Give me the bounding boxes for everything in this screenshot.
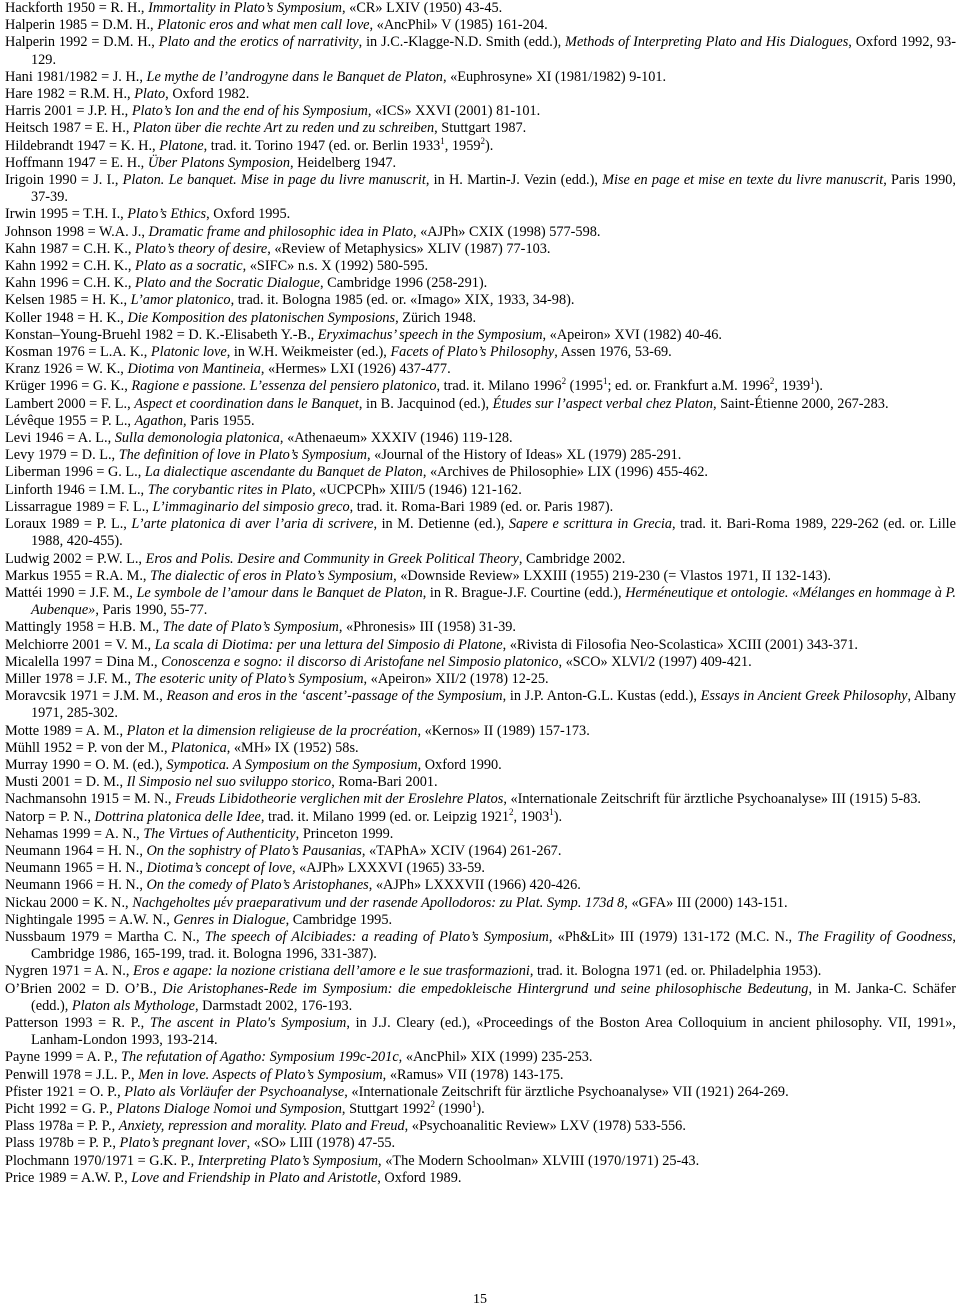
bibliography-entry xyxy=(5,413,956,430)
entry-text: Plass 1978a = P. P., xyxy=(5,1118,119,1135)
entry-title: L’arte platonica di aver l’aria di scrivere xyxy=(131,516,374,533)
entry-text: Halperin 1992 = D.M. H., xyxy=(5,34,159,51)
superscript: 2 xyxy=(509,806,514,817)
entry-text: ). xyxy=(553,808,563,825)
bibliography-entry xyxy=(5,344,956,361)
entry-text: , «Apeiron» XVI (1982) 40-46. xyxy=(542,326,723,343)
entry-text: , in R. Brague-J.F. Courtine (edd.), xyxy=(422,584,626,601)
entry-text: Hackforth 1950 = R. H., xyxy=(5,0,149,16)
entry-text: , «SCO» XLVI/2 (1997) 409-421. xyxy=(558,653,752,670)
entry-text: Nickau 2000 = K. N., xyxy=(5,894,133,911)
entry-text: , «MH» IX (1952) 58s. xyxy=(226,739,359,756)
superscript: 2 xyxy=(430,1099,435,1110)
bibliography-entry xyxy=(5,135,956,155)
bibliography-entry xyxy=(5,292,956,309)
entry-title: The Fragility of Goodness xyxy=(797,928,953,945)
bibliography-entry xyxy=(5,258,956,275)
entry-title: Immortality in Plato’s Symposium xyxy=(148,0,343,16)
entry-text: , «SIFC» n.s. X (1992) 580-595. xyxy=(242,258,429,275)
entry-text: Johnson 1998 = W.A. J., xyxy=(5,223,149,240)
entry-title: The corybantic rites in Plato xyxy=(147,481,313,498)
entry-title: Sulla demonologia platonica xyxy=(114,430,280,447)
entry-text: Nachmansohn 1915 = M. N., xyxy=(5,791,176,808)
entry-text: Hare 1982 = R.M. H., xyxy=(5,86,135,103)
entry-title: L’immaginario del simposio greco xyxy=(152,498,350,515)
bibliography-entry xyxy=(5,464,956,481)
bibliography-entry xyxy=(5,860,956,877)
entry-title: Die Aristophanes-Rede im Symposium: die empedokleische Hintergrund und seine philosophische Bedeutung xyxy=(162,980,809,997)
entry-title: Plato’s Ethics xyxy=(127,206,207,223)
entry-text: Levi 1946 = A. L., xyxy=(5,430,115,447)
entry-text: Lissarrague 1989 = F. L., xyxy=(5,498,153,515)
entry-title: Platonic love xyxy=(150,344,227,361)
entry-text: Konstan–Young-Bruehl 1982 = D. K.-Elisabeth Y.-B., xyxy=(5,326,318,343)
bibliography-entry xyxy=(5,774,956,791)
entry-title: Conoscenza e sogno: il discorso di Aristofane nel Simposio platonico xyxy=(161,653,559,670)
entry-text: , in J.P. Anton-G.L. Kustas (edd.), xyxy=(502,688,701,705)
entry-title: The ascent in Plato's Symposium xyxy=(149,1014,347,1031)
entry-text: Irigoin 1990 = J. I., xyxy=(5,172,123,189)
entry-text: , «Archives de Philosophie» LIX (1996) 455-462. xyxy=(422,464,708,481)
entry-text: Moravcsik 1971 = J.M. M., xyxy=(5,688,167,705)
entry-text: Motte 1989 = A. M., xyxy=(5,722,127,739)
entry-title: Über Platons Symposion xyxy=(147,154,290,171)
entry-title: Dottrina platonica delle Idee xyxy=(94,808,261,825)
entry-title: Platonica xyxy=(171,739,227,756)
bibliography-entry xyxy=(5,103,956,120)
entry-title: Essays in Ancient Greek Philosophy xyxy=(700,688,908,705)
entry-title: Il Simposio nel suo sviluppo storico xyxy=(126,774,332,791)
entry-text: , «Athenaeum» XXXIV (1946) 119-128. xyxy=(279,430,513,447)
bibliography-entry xyxy=(5,0,956,17)
entry-title: Le symbole de l’amour dans le Banquet de Platon xyxy=(136,584,423,601)
entry-text: Melchiorre 2001 = V. M., xyxy=(5,636,155,653)
entry-title: Mise en page et mise en texte du livre manuscrit xyxy=(602,172,884,189)
bibliography-entry xyxy=(5,86,956,103)
entry-text: Kahn 1987 = C.H. K., xyxy=(5,240,135,257)
entry-title: Platons Dialoge Nomoi und Symposion xyxy=(116,1101,342,1117)
entry-text: , Paris 1990, 37-39. xyxy=(31,172,956,206)
entry-text: , «AJPh» CXIX (1998) 577-598. xyxy=(413,223,601,240)
superscript: 1 xyxy=(549,806,554,817)
bibliography-entry xyxy=(5,826,956,843)
entry-text: , trad. it. Milano 1999 (ed. or. Leipzig 1921 xyxy=(260,808,510,825)
bibliography-entry xyxy=(5,740,956,757)
entry-text: , «Ph&Lit» III (1979) 131-172 (M.C. N., xyxy=(548,928,798,945)
bibliography-entry xyxy=(5,688,956,722)
bibliography-entry xyxy=(5,482,956,499)
entry-text: Markus 1955 = R.A. M., xyxy=(5,567,151,584)
entry-title: Plato and the Socratic Dialogue xyxy=(134,275,321,292)
bibliography-entry xyxy=(5,1170,956,1187)
entry-text: , trad. it. Bologna 1971 (ed. or. Philadelphia 1953). xyxy=(529,963,822,980)
entry-text: , «GFA» III (2000) 143-151. xyxy=(624,894,788,911)
entry-title: Diotima von Mantineia xyxy=(127,361,261,378)
bibliography-list xyxy=(5,0,956,1187)
entry-text: , trad. it. Torino 1947 (ed. or. Berlin 1933 xyxy=(203,137,441,154)
entry-text: Linforth 1946 = I.M. L., xyxy=(5,481,148,498)
entry-title: La dialectique ascendante du Banquet de Platon xyxy=(144,464,423,481)
entry-text: , «The Modern Schoolman» XLVIII (1970/1971) 25-43. xyxy=(378,1152,700,1169)
entry-text: , Cambridge 1986, 165-199, trad. it. Bologna 1996, 331-387). xyxy=(31,928,956,963)
entry-title: Anxiety, repression and morality. Plato and Freud xyxy=(118,1118,405,1135)
entry-text: Hoffmann 1947 = E. H., xyxy=(5,154,148,171)
entry-title: The esoteric unity of Plato’s Symposium xyxy=(134,670,364,687)
entry-text: Krüger 1996 = G. K., xyxy=(5,378,132,395)
superscript: 2 xyxy=(769,376,775,387)
entry-title: Platone xyxy=(159,137,204,154)
bibliography-entry xyxy=(5,912,956,929)
entry-title: Le mythe de l’androgyne dans le Banquet de Platon xyxy=(146,68,443,85)
entry-text: Levy 1979 = D. L., xyxy=(5,447,119,464)
entry-title: Plato’s theory of desire xyxy=(134,240,268,257)
entry-text: Heitsch 1987 = E. H., xyxy=(5,120,133,137)
bibliography-entry xyxy=(5,723,956,740)
entry-title: Love and Friendship in Plato and Aristotle xyxy=(131,1169,378,1186)
entry-title: The refutation of Agatho: Symposium 199c-201c xyxy=(121,1049,399,1066)
entry-text: , Oxford 1990. xyxy=(417,756,502,773)
entry-title: Platon et la dimension religieuse de la procréation xyxy=(126,722,418,739)
superscript: 1 xyxy=(810,376,815,387)
entry-text: , Stuttgart 1987. xyxy=(434,120,527,137)
bibliography-entry xyxy=(5,1153,956,1170)
bibliography-entry xyxy=(5,430,956,447)
entry-text: , in M. Janka-C. Schäfer (edd.), xyxy=(31,980,956,1014)
entry-title: Platon als Mythologe xyxy=(71,997,195,1014)
bibliography-entry xyxy=(5,585,956,619)
entry-text: , trad. it. Bari-Roma 1989, 229-262 (ed. or. Lille 1988, 420-455). xyxy=(31,516,956,550)
superscript: 1 xyxy=(603,376,608,387)
entry-title: Methods of Interpreting Plato and His Dialogues xyxy=(565,34,849,51)
entry-text: Koller 1948 = H. K., xyxy=(5,309,128,326)
entry-text: , 1939 xyxy=(774,378,811,395)
entry-text: , «Rivista di Filosofia Neo-Scolastica» XCIII (2001) 343-371. xyxy=(502,636,858,653)
superscript: 1 xyxy=(471,1099,477,1110)
entry-title: Genres in Dialogue xyxy=(173,911,286,928)
entry-text: Payne 1999 = A. P., xyxy=(5,1049,122,1066)
entry-text: Murray 1990 = O. M. (ed.), xyxy=(5,756,167,773)
bibliography-entry xyxy=(5,206,956,223)
entry-text: Plass 1978b = P. P., xyxy=(5,1135,120,1152)
entry-title: Aspect et coordination dans le Banquet xyxy=(134,395,359,412)
entry-text: Lévêque 1955 = P. L., xyxy=(5,412,135,429)
entry-text: , Darmstadt 2002, 176-193. xyxy=(195,997,353,1014)
entry-text: Neumann 1964 = H. N., xyxy=(5,842,147,859)
entry-text: ). xyxy=(814,378,824,395)
entry-text: , Princeton 1999. xyxy=(295,825,394,842)
entry-title: Diotima’s concept of love xyxy=(146,860,292,877)
superscript: 2 xyxy=(480,135,485,146)
entry-text: , «CR» LXIV (1950) 43-45. xyxy=(342,0,503,16)
entry-text: , Albany 1971, 285-302. xyxy=(31,688,956,722)
entry-text: , «Apeiron» XII/2 (1978) 12-25. xyxy=(363,670,549,687)
bibliography-entry xyxy=(5,568,956,585)
entry-title: Platon. Le banquet. Mise in page du livre manuscrit xyxy=(122,172,426,189)
entry-text: , trad. it. Roma-Bari 1989 (ed. or. Paris 1987). xyxy=(349,498,614,515)
entry-text: Kahn 1996 = C.H. K., xyxy=(5,275,135,292)
entry-text: , Cambridge 2002. xyxy=(518,550,626,567)
bibliography-entry xyxy=(5,654,956,671)
bibliography-entry xyxy=(5,378,956,395)
entry-text: , Oxford 1995. xyxy=(206,206,291,223)
bibliography-entry xyxy=(5,1067,956,1084)
bibliography-entry xyxy=(5,791,956,808)
entry-text: , Stuttgart 1992 xyxy=(341,1101,431,1117)
bibliography-entry xyxy=(5,929,956,963)
entry-text: Hildebrandt 1947 = K. H., xyxy=(5,137,160,154)
entry-title: Eros e agape: la nozione cristiana dell’amore e le sue trasformazioni xyxy=(133,963,530,980)
entry-title: Platonic eros and what men call love xyxy=(157,17,370,34)
bibliography-entry xyxy=(5,619,956,636)
entry-text: , «AncPhil» XIX (1999) 235-253. xyxy=(398,1049,593,1066)
entry-title: Plato as a socratic xyxy=(134,258,243,275)
entry-text: Patterson 1993 = R. P., xyxy=(5,1014,150,1031)
entry-text: Nygren 1971 = A. N., xyxy=(5,963,133,980)
bibliography-entry xyxy=(5,877,956,894)
entry-title: Die Komposition des platonischen Symposions xyxy=(127,309,396,326)
page-number: 15 xyxy=(473,1292,487,1307)
entry-title: Sapere e scrittura in Grecia xyxy=(508,516,673,533)
entry-text: , «Kernos» II (1989) 157-173. xyxy=(417,722,590,739)
entry-title: Plato xyxy=(134,86,166,103)
entry-text: Miller 1978 = J.F. M., xyxy=(5,670,135,687)
entry-text: , «AncPhil» V (1985) 161-204. xyxy=(369,17,548,34)
entry-text: , «Downside Review» LXXIII (1955) 219-230 (= Vlastos 1971, II 132-143). xyxy=(393,567,831,584)
entry-title: Interpreting Plato’s Symposium xyxy=(197,1152,379,1169)
entry-text: , Roma-Bari 2001. xyxy=(331,774,438,791)
entry-text: , Zürich 1948. xyxy=(395,309,477,326)
entry-text: , «SO» LIII (1978) 47-55. xyxy=(246,1135,396,1152)
bibliography-entry xyxy=(5,757,956,774)
bibliography-entry xyxy=(5,1135,956,1152)
superscript: 2 xyxy=(561,376,567,387)
entry-text: Irwin 1995 = T.H. I., xyxy=(5,206,128,223)
entry-text: Picht 1992 = G. P., xyxy=(5,1101,117,1117)
entry-title: Platon über die rechte Art zu reden und zu schreiben xyxy=(132,120,435,137)
bibliography-entry xyxy=(5,637,956,654)
entry-text: Mattingly 1958 = H.B. M., xyxy=(5,619,163,636)
entry-text: , in J.J. Cleary (ed.), «Proceedings of the Boston Area Colloquium in ancient philosophy. VII, 1991», Lanham-London 1993, 193-214. xyxy=(31,1014,957,1049)
entry-title: Herméneutique et ontologie. «Mélanges en hommage à P. Aubenque» xyxy=(31,584,956,619)
entry-title: On the sophistry of Plato’s Pausanias xyxy=(146,842,362,859)
entry-title: Facets of Plato’s Philosophy xyxy=(390,344,555,361)
entry-text: , Cambridge 1995. xyxy=(285,911,393,928)
entry-text: ). xyxy=(476,1101,485,1117)
bibliography-entry xyxy=(5,172,956,206)
entry-text: , in W.H. Weikmeister (ed.), xyxy=(226,344,391,361)
entry-text: Liberman 1996 = G. L., xyxy=(5,464,145,481)
entry-text: , «AJPh» LXXXVII (1966) 420-426. xyxy=(368,877,581,894)
entry-text: Micalella 1997 = Dina M., xyxy=(5,653,162,670)
entry-title: Plato’s pregnant lover xyxy=(119,1135,247,1152)
entry-text: Loraux 1989 = P. L., xyxy=(5,516,132,533)
bibliography-entry xyxy=(5,327,956,344)
entry-title: Dramatic frame and philosophic idea in Plato xyxy=(148,223,413,240)
entry-text: Plochmann 1970/1971 = G.K. P., xyxy=(5,1152,198,1169)
entry-title: Eryximachus’ speech in the Symposium xyxy=(317,326,543,343)
entry-text: , Paris 1955. xyxy=(183,412,255,429)
entry-text: , «Review of Metaphysics» XLIV (1987) 77-103. xyxy=(267,240,551,257)
entry-text: , «Euphrosyne» XI (1981/1982) 9-101. xyxy=(442,68,667,85)
entry-title: Études sur l’aspect verbal chez Platon xyxy=(492,395,714,412)
entry-text: , «Hermes» LXI (1926) 437-477. xyxy=(260,361,451,378)
bibliography-entry xyxy=(5,499,956,516)
entry-text: Pfister 1921 = O. P., xyxy=(5,1083,125,1100)
bibliography-entry xyxy=(5,447,956,464)
entry-text: Musti 2001 = D. M., xyxy=(5,774,127,791)
entry-text: (1990 xyxy=(434,1101,472,1117)
bibliography-entry xyxy=(5,396,956,413)
entry-text: Harris 2001 = J.P. H., xyxy=(5,103,132,120)
bibliography-entry xyxy=(5,241,956,258)
entry-text: Nightingale 1995 = A.W. N., xyxy=(5,911,174,928)
entry-text: Kranz 1926 = W. K., xyxy=(5,361,128,378)
entry-text: Kahn 1992 = C.H. K., xyxy=(5,258,135,275)
entry-title: Eros and Polis. Desire and Community in Greek Political Theory xyxy=(145,550,519,567)
entry-title: Plato and the erotics of narrativity xyxy=(158,34,359,51)
bibliography-entry xyxy=(5,310,956,327)
entry-text: Kelsen 1985 = H. K., xyxy=(5,292,131,309)
entry-title: The date of Plato’s Symposium xyxy=(162,619,339,636)
bibliography-entry xyxy=(5,155,956,172)
entry-text: , in J.C.-Klagge-N.D. Smith (edd.), xyxy=(358,34,566,51)
entry-title: Plato als Vorläufer der Psychoanalyse xyxy=(124,1083,345,1100)
entry-text: Mühll 1952 = P. von der M., xyxy=(5,739,172,756)
entry-text: , «AJPh» LXXXVI (1965) 33-59. xyxy=(291,860,485,877)
entry-text: , 1903 xyxy=(513,808,550,825)
entry-text: , Cambridge 1996 (258-291). xyxy=(320,275,488,292)
entry-text: , 1959 xyxy=(444,137,481,154)
entry-text: Penwill 1978 = J.L. P., xyxy=(5,1066,139,1083)
entry-text: O’Brien 2002 = D. O’B., xyxy=(5,980,163,997)
entry-text: , «Journal of the History of Ideas» XL (1979) 285-291. xyxy=(367,447,682,464)
entry-title: The dialectic of eros in Plato’s Symposium xyxy=(150,567,394,584)
entry-text: , trad. it. Bologna 1985 (ed. or. «Imago» XIX, 1933, 34-98). xyxy=(230,292,575,309)
bibliography-entry xyxy=(5,1101,956,1118)
entry-text: , «Ramus» VII (1978) 143-175. xyxy=(382,1066,564,1083)
entry-text: Lambert 2000 = F. L., xyxy=(5,395,135,412)
entry-title: The definition of love in Plato’s Symposium xyxy=(118,447,368,464)
entry-text: Nussbaum 1979 = Martha C. N., xyxy=(5,928,205,945)
entry-text: , in B. Jacquinod (ed.), xyxy=(358,395,493,412)
entry-title: L’amor platonico xyxy=(130,292,231,309)
entry-text: , in H. Martin-J. Vezin (edd.), xyxy=(425,172,603,189)
entry-text: , «Phronesis» III (1958) 31-39. xyxy=(338,619,516,636)
entry-title: La scala di Diotima: per una lettura del Simposio di Platone xyxy=(154,636,503,653)
entry-text: Halperin 1985 = D.M. H., xyxy=(5,17,158,34)
entry-text: Ludwig 2002 = P.W. L., xyxy=(5,550,146,567)
entry-text: ; ed. or. Frankfurt a.M. 1996 xyxy=(607,378,770,395)
bibliography-entry xyxy=(5,843,956,860)
entry-title: Freuds Libidotheorie verglichen mit der Eroslehre Platos xyxy=(175,791,504,808)
entry-text: (1995 xyxy=(566,378,604,395)
entry-text: , Assen 1976, 53-69. xyxy=(554,344,672,361)
entry-title: Men in love. Aspects of Plato’s Symposium xyxy=(138,1066,383,1083)
entry-title: Sympotica. A Symposium on the Symposium xyxy=(166,756,418,773)
entry-text: , «Internationale Zeitschrift für ärztliche Psychoanalyse» III (1915) 5-83. xyxy=(503,791,921,808)
bibliography-entry xyxy=(5,17,956,34)
entry-text: , Heidelberg 1947. xyxy=(289,154,397,171)
bibliography-entry xyxy=(5,1084,956,1101)
bibliography-entry xyxy=(5,34,956,68)
entry-title: Nachgeholtes μέν praeparativum und der rasende Apollodoros: zu Plat. Symp. 173d 8 xyxy=(132,894,625,911)
entry-text: , Paris 1990, 55-77. xyxy=(95,602,208,619)
entry-text: Kosman 1976 = L.A. K., xyxy=(5,344,151,361)
entry-text: Nehamas 1999 = A. N., xyxy=(5,825,144,842)
entry-title: On the comedy of Plato’s Aristophanes xyxy=(146,877,369,894)
bibliography-entry xyxy=(5,224,956,241)
entry-title: Plato’s Ion and the end of his Symposium xyxy=(131,103,368,120)
entry-text: , «TAPhA» XCIV (1964) 261-267. xyxy=(361,842,562,859)
bibliography-entry xyxy=(5,981,956,1015)
entry-title: The Virtues of Authenticity xyxy=(143,825,296,842)
bibliography-entry xyxy=(5,516,956,550)
entry-text: Neumann 1966 = H. N., xyxy=(5,877,147,894)
entry-text: , Oxford 1989. xyxy=(377,1169,462,1186)
entry-title: Reason and eros in the ‘ascent’-passage of the Symposium xyxy=(166,688,503,705)
bibliography-entry xyxy=(5,69,956,86)
superscript: 1 xyxy=(440,135,445,146)
bibliography-entry xyxy=(5,806,956,826)
bibliography-entry xyxy=(5,1118,956,1135)
entry-text: , «Psychoanalitic Review» LXV (1978) 533-556. xyxy=(404,1118,686,1135)
entry-text: Price 1989 = A.W. P., xyxy=(5,1169,132,1186)
entry-text: ). xyxy=(485,137,494,154)
entry-text: , «ICS» XXVI (2001) 81-101. xyxy=(367,103,541,120)
entry-text: , trad. it. Milano 1996 xyxy=(436,378,562,395)
bibliography-entry xyxy=(5,671,956,688)
bibliography-entry xyxy=(5,1049,956,1066)
entry-text: , Oxford 1982. xyxy=(165,86,250,103)
entry-title: Ragione e passione. L’essenza del pensiero platonico xyxy=(131,378,437,395)
entry-text: Hani 1981/1982 = J. H., xyxy=(5,68,147,85)
entry-title: The speech of Alcibiades: a reading of Plato’s Symposium xyxy=(204,928,549,945)
entry-text: Mattéi 1990 = J.F. M., xyxy=(5,584,137,601)
bibliography-entry xyxy=(5,895,956,912)
bibliography-entry xyxy=(5,551,956,568)
entry-text: , Saint-Étienne 2000, 267-283. xyxy=(713,395,889,412)
entry-text: , «Internationale Zeitschrift für ärztliche Psychoanalyse» VII (1921) 264-269. xyxy=(344,1083,789,1100)
entry-title: Agathon xyxy=(134,412,184,429)
entry-text: , Oxford 1992, 93-129. xyxy=(31,34,956,68)
entry-text: , «UCPCPh» XIII/5 (1946) 121-162. xyxy=(312,481,522,498)
entry-text: Natorp = P. N., xyxy=(5,808,95,825)
bibliography-entry xyxy=(5,275,956,292)
entry-text: Neumann 1965 = H. N., xyxy=(5,860,147,877)
bibliography-entry xyxy=(5,1015,956,1049)
entry-text: , in M. Detienne (ed.), xyxy=(373,516,509,533)
bibliography-entry xyxy=(5,963,956,980)
